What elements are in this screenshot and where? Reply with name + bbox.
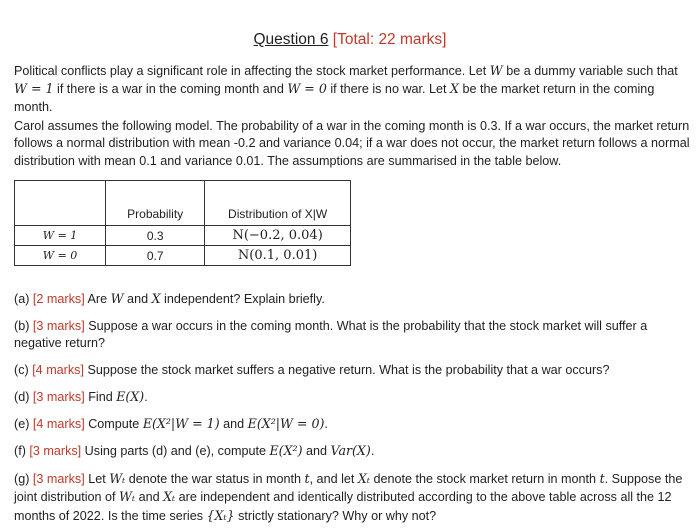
math-x: X (151, 291, 161, 306)
part-text: Compute (84, 417, 143, 431)
math-t: t (304, 471, 310, 486)
part-text: . (370, 444, 375, 458)
part-text: and (219, 417, 248, 431)
question-total-marks: [Total: 22 marks] (332, 31, 447, 48)
math-conditional-expectation: E(X²|W = 1) (142, 416, 220, 431)
part-text: Suppose a war occurs in the coming month. What is the probability that the stock market will suffer a negative return? (14, 319, 648, 351)
math-second-moment: E(X²) (269, 443, 303, 458)
part-text: Find (84, 390, 117, 404)
table-header-row (15, 181, 351, 226)
part-text: and (302, 444, 331, 458)
math-expectation: E(X) (116, 389, 145, 404)
header-probability: Probability (106, 181, 205, 226)
intro-text: Political conflicts play a significant role in affecting the stock market performance. Let (14, 64, 490, 78)
part-marks: [3 marks] (29, 444, 82, 458)
math-w: W (489, 63, 503, 78)
part-number: (e) (14, 417, 30, 431)
table-row (15, 246, 351, 266)
math-x: X (450, 81, 460, 97)
math-w-equals-1: W = 1 (14, 81, 54, 97)
part-text: Are (84, 292, 111, 306)
part-text: Using parts (d) and (e), compute (81, 444, 270, 458)
part-text: strictly stationary? Why or why not? (234, 508, 437, 523)
part-number: (c) (14, 363, 29, 377)
math-wt: Wₜ (119, 489, 136, 505)
part-text: , and let (309, 472, 358, 486)
part-marks: [4 marks] (32, 363, 84, 377)
part-b (14, 318, 690, 353)
part-marks: [2 marks] (32, 292, 85, 306)
table-corner-cell (15, 181, 106, 226)
intro-text: if there is a war in the coming month and (53, 82, 288, 97)
question-number: Question 6 (253, 31, 329, 48)
part-text: . (144, 390, 148, 404)
part-marks: [3 marks] (32, 472, 85, 486)
math-xt: Xₜ (163, 489, 176, 505)
math-wt: Wₜ (109, 471, 126, 486)
intro-text: if there is no war. Let (326, 82, 451, 97)
question-title (0, 30, 700, 50)
part-text: and (123, 292, 152, 306)
intro-text: be the market return in the coming month. (14, 82, 655, 114)
part-c (14, 362, 690, 379)
row-distribution: N(−0.2, 0.04) (205, 226, 351, 246)
row-probability: 0.3 (106, 226, 205, 246)
part-number: (g) (14, 472, 30, 486)
part-text: Let (84, 472, 110, 486)
intro-paragraph-2: Carol assumes the following model. The probability of a war in the coming month is 0.3. If a war occurs, the market return follows a normal distribution with mean -0.2 and variance 0.04; if a war does not occur, the market return follows a normal distribution with mean 0.1 and variance 0.01. The assumptions are summarised in the table below. (14, 119, 690, 168)
part-number: (d) (14, 390, 30, 404)
part-text: . (324, 417, 328, 431)
part-number: (f) (14, 444, 26, 458)
row-probability: 0.7 (106, 246, 205, 266)
math-variance: Var(X) (330, 443, 371, 458)
part-f (14, 442, 690, 460)
part-text: denote the stock market return in month (369, 472, 600, 486)
math-series-xt: {Xₜ} (206, 507, 235, 523)
part-marks: [3 marks] (32, 390, 85, 404)
part-text: are independent and identically distributed according to the above table across all the 12 months of 2022. Is the time series (14, 490, 672, 523)
intro-text: be a dummy variable such that (502, 64, 678, 78)
row-distribution: N(0.1, 0.01) (205, 246, 351, 266)
part-number: (b) (14, 319, 30, 333)
row-label: W = 0 (15, 246, 106, 266)
math-xt: Xₜ (357, 471, 370, 486)
part-text: . Suppose the joint distribution of (14, 472, 683, 505)
part-g (14, 470, 690, 525)
part-e (14, 415, 690, 433)
table-row (15, 226, 351, 246)
math-w-equals-0: W = 0 (287, 81, 327, 97)
math-t: t (599, 471, 605, 486)
distribution-table (14, 180, 351, 266)
row-label: W = 1 (15, 226, 106, 246)
part-marks: [4 marks] (32, 417, 85, 431)
intro-paragraph-1 (14, 62, 690, 116)
part-text: independent? Explain briefly. (160, 292, 325, 306)
part-marks: [3 marks] (32, 319, 85, 333)
header-distribution-text: Distribution of X|W (228, 207, 328, 221)
part-number: (a) (14, 292, 30, 306)
math-conditional-expectation: E(X²|W = 0) (247, 416, 325, 431)
part-text: and (135, 490, 164, 505)
math-w: W (110, 291, 124, 306)
part-d (14, 388, 690, 406)
part-text: Suppose the stock market suffers a negative return. What is the probability that a war occurs? (83, 363, 610, 377)
header-distribution (205, 181, 351, 226)
part-a (14, 290, 690, 308)
part-text: denote the war status in month (125, 472, 305, 486)
